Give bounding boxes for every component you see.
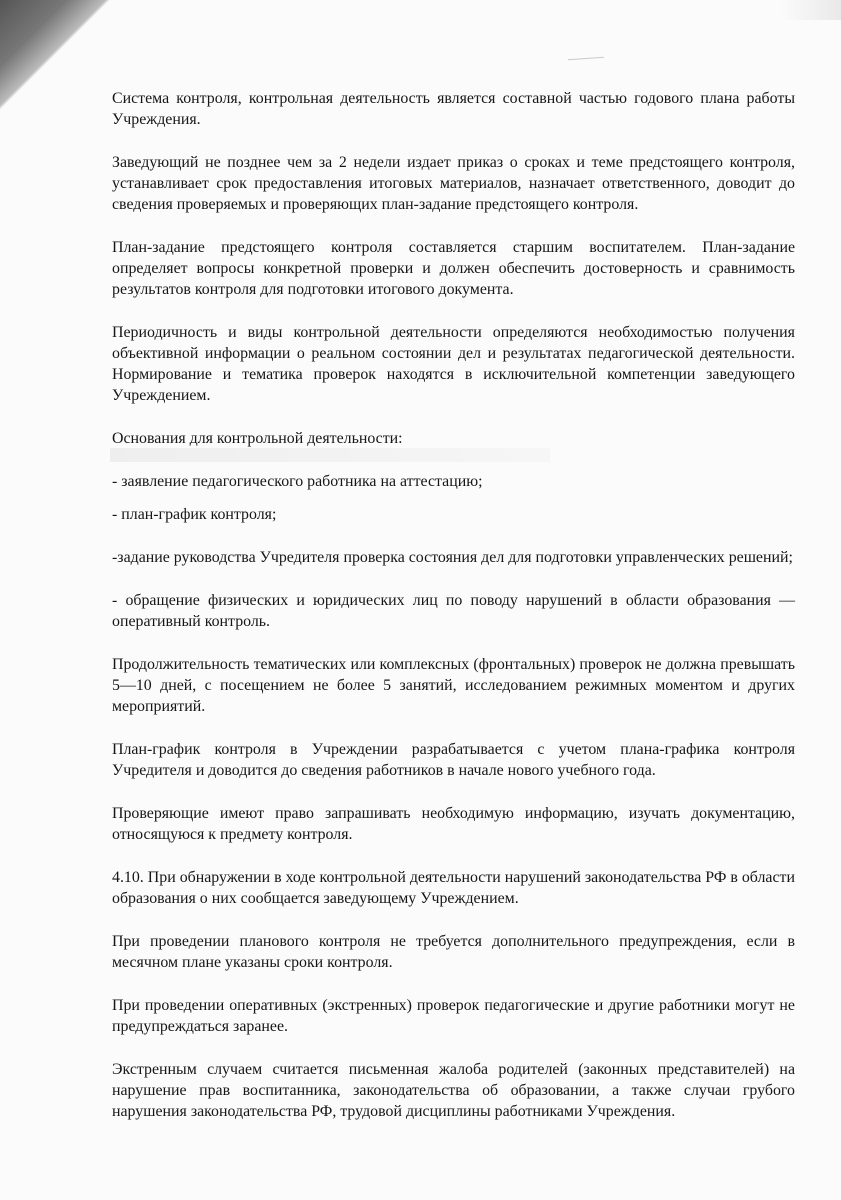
paragraph-plan-task: План-задание предстоящего контроля составляется старшим воспитателем. План-задание определяет вопросы конкретной проверки и должен обеспечить достоверность и сравнимость результатов контроля для подготовки итогового документа. bbox=[112, 239, 795, 298]
paragraph-emergency-case: Экстренным случаем считается письменная жалоба родителей (законных представителей) на нарушение прав воспитанника, законодательства об образовании, а также случаи грубого нарушения законодательства РФ, трудовой дисциплины работниками Учреждения. bbox=[112, 1061, 795, 1120]
paragraph-schedule: План-график контроля в Учреждении разрабатывается с учетом плана-графика контроля Учредителя и доводится до сведения работников в начале нового учебного года. bbox=[112, 741, 795, 779]
document-body bbox=[112, 88, 795, 1144]
paragraph-duration: Продолжительность тематических или комплексных (фронтальных) проверок не должна превышать 5—10 дней, с посещением не более 5 занятий, исследованием режимных моментом и других мероприятий. bbox=[112, 656, 795, 715]
scan-pen-mark bbox=[568, 57, 604, 64]
paragraph-planned-control: При проведении планового контроля не требуется дополнительного предупреждения, если в месячном плане указаны сроки контроля. bbox=[112, 933, 795, 971]
list-item-schedule: - план-график контроля; bbox=[112, 506, 277, 523]
paragraph-inspectors-rights: Проверяющие имеют право запрашивать необходимую информацию, изучать документацию, относящуюся к предмету контроля. bbox=[112, 805, 795, 843]
paragraph-periodicity: Периодичность и виды контрольной деятельности определяются необходимостью получения объективной информации о реальном состоянии дел и результатах педагогической деятельности. Нормирование и тематика проверок находятся в исключительной компетенции заведующего Учреждением. bbox=[112, 324, 795, 404]
list-item-founder-task: -задание руководства Учредителя проверка состояния дел для подготовки управленческих решений; bbox=[112, 549, 793, 566]
paragraph-grounds-heading: Основания для контрольной деятельности: bbox=[112, 430, 403, 447]
scan-edge-shadow bbox=[781, 0, 841, 20]
list-item-complaints: - обращение физических и юридических лиц по поводу нарушений в области образования — оперативный контроль. bbox=[112, 592, 795, 630]
paragraph-head-order: Заведующий не позднее чем за 2 недели издает приказ о сроках и теме предстоящего контроля, устанавливает срок предоставления итоговых материалов, назначает ответственного, доводит до сведения проверяемых и проверяющих план-задание предстоящего контроля. bbox=[112, 154, 795, 213]
paragraph-operational-checks: При проведении оперативных (экстренных) проверок педагогические и другие работники могут не предупреждаться заранее. bbox=[112, 997, 795, 1035]
paragraph-control-system: Система контроля, контрольная деятельность является составной частью годового плана работы Учреждения. bbox=[112, 90, 795, 128]
scan-corner-shadow bbox=[0, 0, 110, 110]
paragraph-4-10: 4.10. При обнаружении в ходе контрольной деятельности нарушений законодательства РФ в области образования о них сообщается заведующему Учреждением. bbox=[112, 869, 795, 907]
list-item-attestation: - заявление педагогического работника на аттестацию; bbox=[112, 473, 483, 490]
